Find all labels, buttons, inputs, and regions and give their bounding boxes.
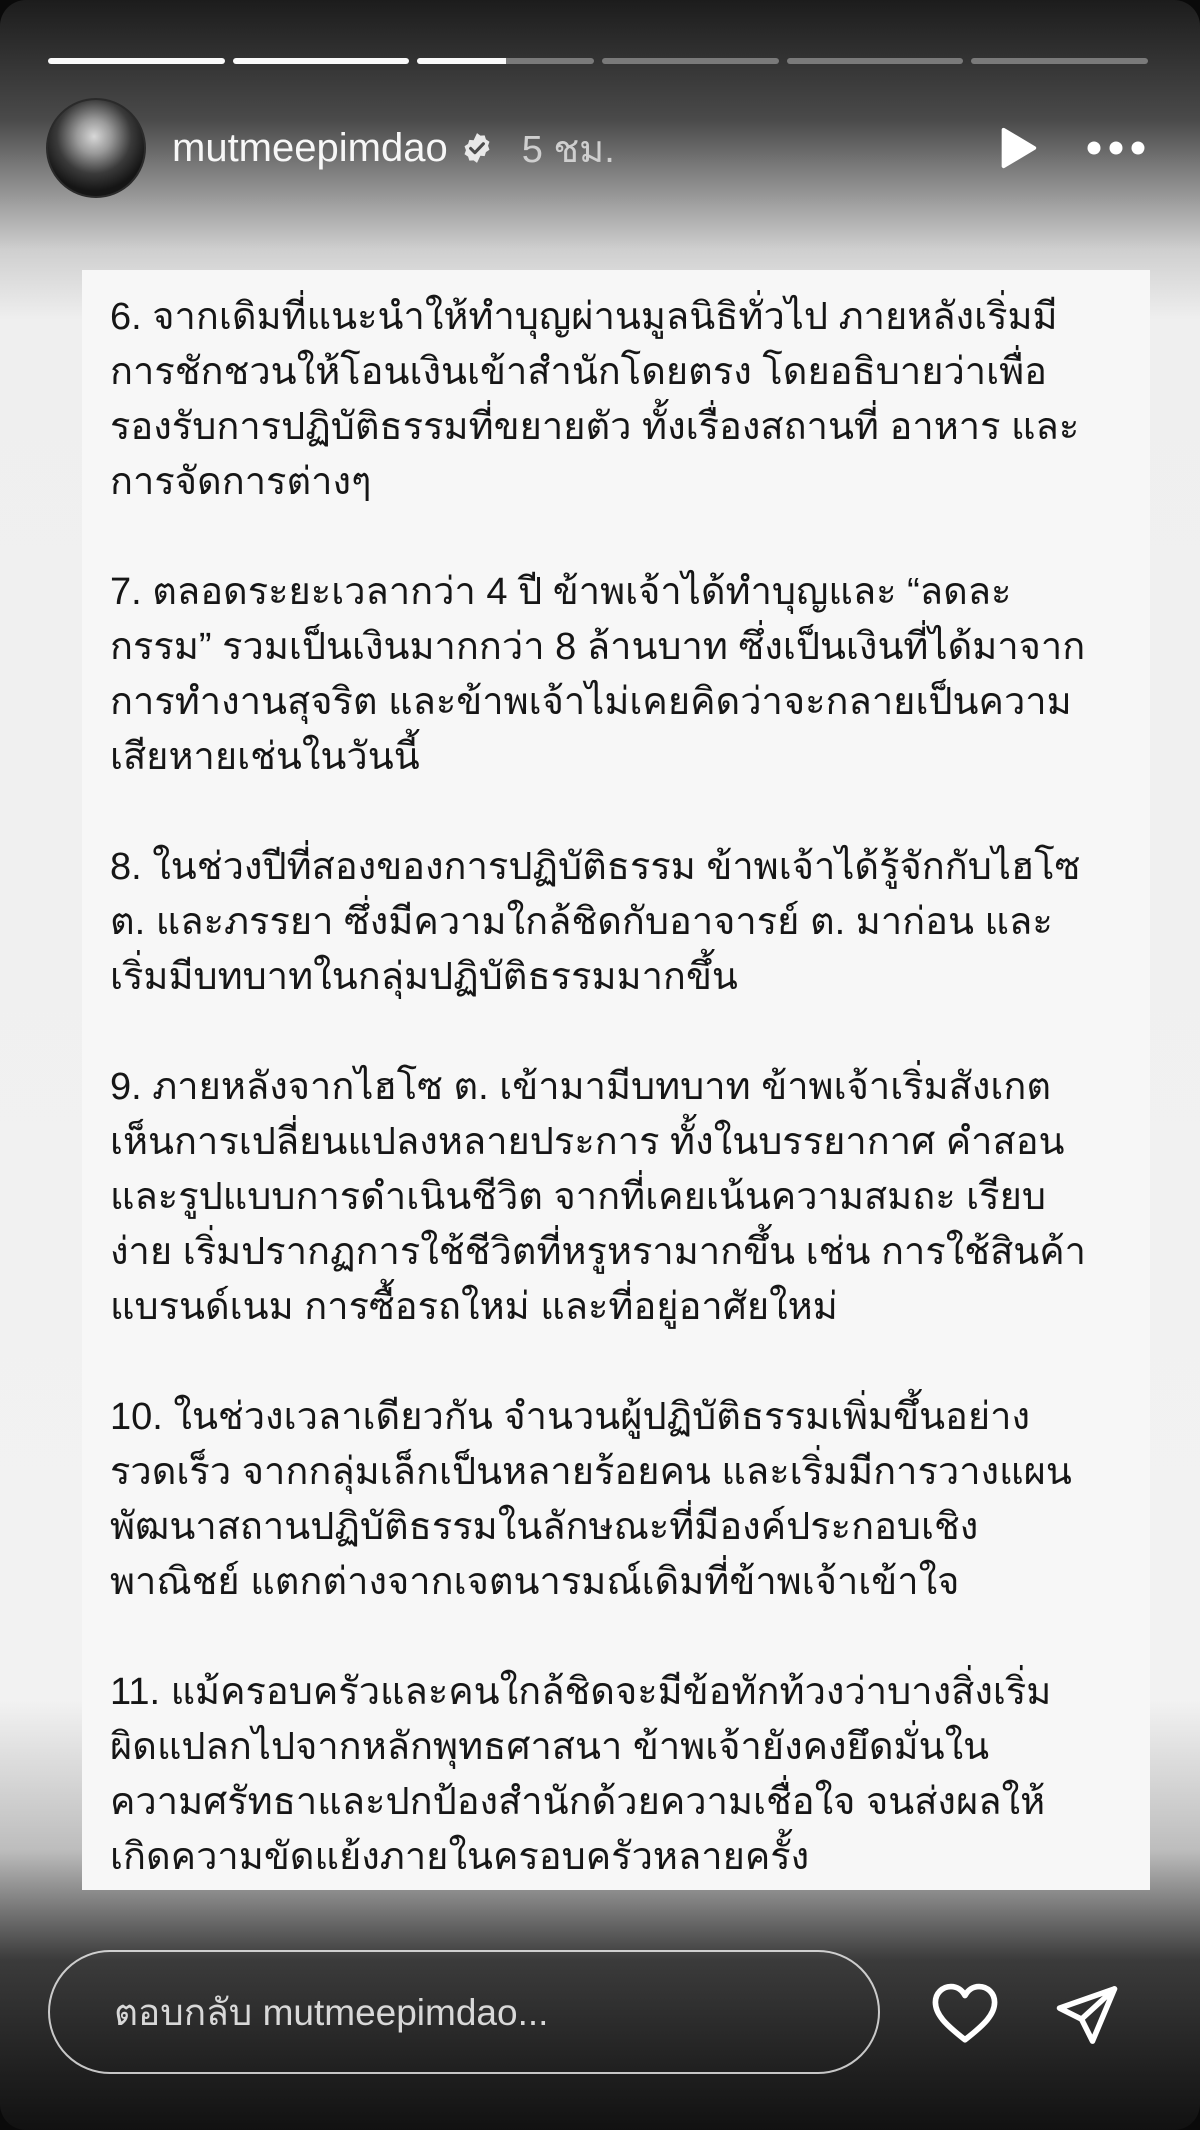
paragraph-line: เสียหายเช่นในวันนี้: [110, 736, 420, 778]
progress-segment: [48, 58, 225, 64]
story-text-content: [110, 290, 1150, 1940]
paragraph-line: พัฒนาสถานปฏิบัติธรรมในลักษณะที่มีองค์ประกอบเชิง: [110, 1506, 979, 1548]
paragraph-line: และรูปแบบการดำเนินชีวิต จากที่เคยเน้นความสมถะ เรียบ: [110, 1176, 1046, 1218]
paragraph-line: 6. จากเดิมที่แนะนำให้ทำบุญผ่านมูลนิธิทั่วไป ภายหลังเริ่มมี: [110, 296, 1058, 338]
progress-segment: [971, 58, 1148, 64]
progress-segment: [602, 58, 779, 64]
paragraph-line: 10. ในช่วงเวลาเดียวกัน จำนวนผู้ปฏิบัติธรรมเพิ่มขึ้นอย่าง: [110, 1396, 1031, 1438]
progress-fill: [48, 58, 225, 64]
paragraph-line: เริ่มมีบทบาทในกลุ่มปฏิบัติธรรมมากขึ้น: [110, 956, 738, 998]
paragraph-line: ง่าย เริ่มปรากฏการใช้ชีวิตที่หรูหรามากขึ้น เช่น การใช้สินค้า: [110, 1231, 1087, 1273]
reply-placeholder: ตอบกลับ mutmeepimdao...: [114, 1991, 549, 2033]
paragraph-line: 8. ในช่วงปีที่สองของการปฏิบัติธรรม ข้าพเจ้าได้รู้จักกับไฮโซ: [110, 846, 1081, 888]
progress-segment: [787, 58, 964, 64]
progress-fill: [233, 58, 410, 64]
play-icon[interactable]: [994, 124, 1040, 172]
paragraph-line: การชักชวนให้โอนเงินเข้าสำนักโดยตรง โดยอธิบายว่าเพื่อ: [110, 351, 1047, 393]
reply-input[interactable]: [48, 1950, 880, 2074]
paragraph-line: กรรม” รวมเป็นเงินมากกว่า 8 ล้านบาท ซึ่งเป็นเงินที่ได้มาจาก: [110, 626, 1086, 668]
send-icon[interactable]: [1052, 1982, 1122, 2048]
paragraph: [110, 840, 1150, 1005]
progress-segment: [233, 58, 410, 64]
progress-segment: [417, 58, 594, 64]
paragraph-line: รองรับการปฏิบัติธรรมที่ขยายตัว ทั้งเรื่องสถานที่ อาหาร และ: [110, 406, 1080, 448]
story-progress-bar: [48, 58, 1148, 64]
verified-badge-icon: [460, 131, 494, 165]
paragraph-line: เกิดความขัดแย้งภายในครอบครัวหลายครั้ง: [110, 1836, 810, 1878]
profile-avatar[interactable]: [46, 98, 146, 198]
paragraph: [110, 1060, 1150, 1335]
paragraph-line: เห็นการเปลี่ยนแปลงหลายประการ ทั้งในบรรยากาศ คำสอน: [110, 1121, 1065, 1163]
username[interactable]: mutmeepimdao: [172, 125, 448, 170]
paragraph-line: การทำงานสุจริต และข้าพเจ้าไม่เคยคิดว่าจะกลายเป็นความ: [110, 681, 1072, 723]
story-header: [46, 100, 1152, 196]
heart-icon[interactable]: [930, 1982, 1000, 2044]
paragraph: [110, 290, 1150, 510]
paragraph-line: แบรนด์เนม การซื้อรถใหม่ และที่อยู่อาศัยใหม่: [110, 1286, 838, 1328]
progress-fill: [417, 58, 505, 64]
paragraph-line: 9. ภายหลังจากไฮโซ ต. เข้ามามีบทบาท ข้าพเจ้าเริ่มสังเกต: [110, 1066, 1052, 1108]
paragraph-line: ความศรัทธาและปกป้องสำนักด้วยความเชื่อใจ จนส่งผลให้: [110, 1781, 1046, 1823]
paragraph-line: 11. แม้ครอบครัวและคนใกล้ชิดจะมีข้อทักท้วงว่าบางสิ่งเริ่ม: [110, 1671, 1052, 1713]
paragraph-line: 7. ตลอดระยะเวลากว่า 4 ปี ข้าพเจ้าได้ทำบุญและ “ลดละ: [110, 571, 1012, 613]
paragraph: [110, 1390, 1150, 1610]
post-time: 5 ชม.: [521, 128, 615, 171]
paragraph-line: รวดเร็ว จากกลุ่มเล็กเป็นหลายร้อยคน และเริ่มมีการวางแผน: [110, 1451, 1072, 1493]
paragraph: [110, 565, 1150, 785]
more-icon[interactable]: [1086, 138, 1146, 158]
paragraph-line: การจัดการต่างๆ: [110, 461, 372, 503]
paragraph: [110, 1665, 1150, 1885]
paragraph-line: พาณิชย์ แตกต่างจากเจตนารมณ์เดิมที่ข้าพเจ้าเข้าใจ: [110, 1561, 960, 1603]
paragraph-line: ผิดแปลกไปจากหลักพุทธศาสนา ข้าพเจ้ายังคงยึดมั่นใน: [110, 1726, 990, 1768]
paragraph-line: ต. และภรรยา ซึ่งมีความใกล้ชิดกับอาจารย์ ต. มาก่อน และ: [110, 901, 1053, 943]
